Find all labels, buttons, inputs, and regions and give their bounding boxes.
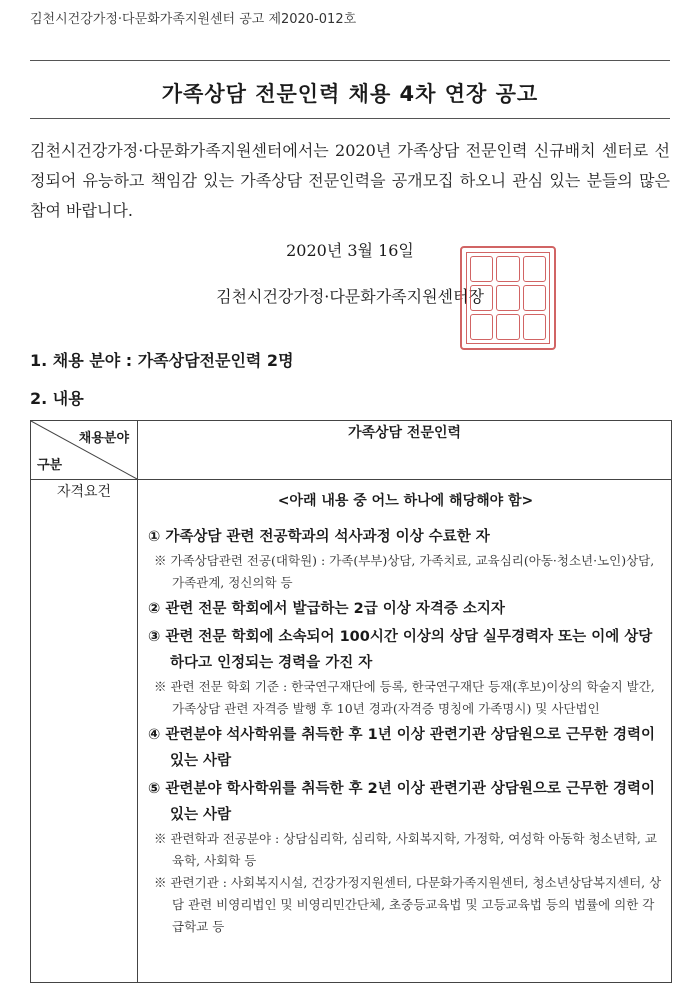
- note-3: ※ 관련학과 전공분야 : 상담심리학, 심리학, 사회복지학, 가정학, 여성학 아동학 청소년학, 교육학, 사회학 등: [154, 831, 657, 868]
- corner-bottom-label: 구분: [37, 458, 63, 473]
- item-2: ② 관련 전문 학회에서 발급하는 2급 이상 자격증 소지자: [148, 601, 505, 617]
- title-rule: [30, 118, 670, 119]
- item-4: ④ 관련분야 석사학위를 취득한 후 1년 이상 관련기관 상담원으로 근무한 경력이 있는 사람: [148, 727, 656, 769]
- column-header: 가족상담 전문인력: [138, 421, 672, 480]
- item-5: ⑤ 관련분야 학사학위를 취득한 후 2년 이상 관련기관 상담원으로 근무한 경력이 있는 사람: [148, 781, 656, 823]
- requirements-table: [30, 420, 672, 983]
- page-title: 가족상담 전문인력 채용 4차 연장 공고: [161, 82, 539, 106]
- table-row: [31, 480, 672, 983]
- item-3: ③ 관련 전문 학회에 소속되어 100시간 이상의 상담 실무경력자 또는 이에 상당하다고 인정되는 경력을 가진 자: [148, 629, 653, 671]
- top-rule: [30, 60, 670, 61]
- section-recruit-field: 1. 채용 분야 : 가족상담전문인력 2명: [30, 351, 294, 370]
- seal-characters: [470, 256, 546, 340]
- official-seal: [460, 246, 556, 350]
- corner-top-label: 채용분야: [78, 431, 129, 446]
- row-label: 자격요건: [31, 480, 138, 983]
- intro-paragraph: 김천시건강가정·다문화가족지원센터에서는 2020년 가족상담 전문인력 신규배치 센터로 선정되어 유능하고 책임감 있는 가족상담 전문인력을 공개모집 하오니 관심 있는 분들의 많은 참여 바랍니다.: [30, 141, 670, 220]
- signer-name: 김천시건강가정·다문화가족지원센터장: [216, 287, 484, 306]
- table-header-row: [31, 421, 672, 480]
- requirements-content: [138, 480, 672, 983]
- section-content: 2. 내용: [30, 389, 84, 408]
- table-corner-cell: [31, 421, 138, 480]
- item-1: ① 가족상담 관련 전공학과의 석사과정 이상 수료한 자: [148, 529, 490, 545]
- condition-header: <아래 내용 중 어느 하나에 해당해야 함>: [277, 493, 534, 509]
- note-1: ※ 가족상담관련 전공(대학원) : 가족(부부)상담, 가족치료, 교육심리(아동·청소년·노인)상담, 가족관계, 정신의학 등: [154, 553, 655, 590]
- note-2: ※ 관련 전문 학회 기준 : 한국연구재단에 등록, 한국연구재단 등재(후보)이상의 학술지 발간, 가족상담 관련 자격증 발행 후 10년 경과(자격증 명칭에 가족명시) 및 사단법인: [154, 679, 655, 716]
- note-4: ※ 관련기관 : 사회복지시설, 건강가정지원센터, 다문화가족지원센터, 청소년상담복지센터, 상담 관련 비영리법인 및 비영리민간단체, 초중등교육법 및 고등교육법 등의 법률에 의한 각급학교 등: [154, 875, 662, 934]
- notice-date: 2020년 3월 16일: [286, 241, 414, 260]
- notice-reference: 김천시건강가정·다문화가족지원센터 공고 제2020-012호: [30, 12, 357, 27]
